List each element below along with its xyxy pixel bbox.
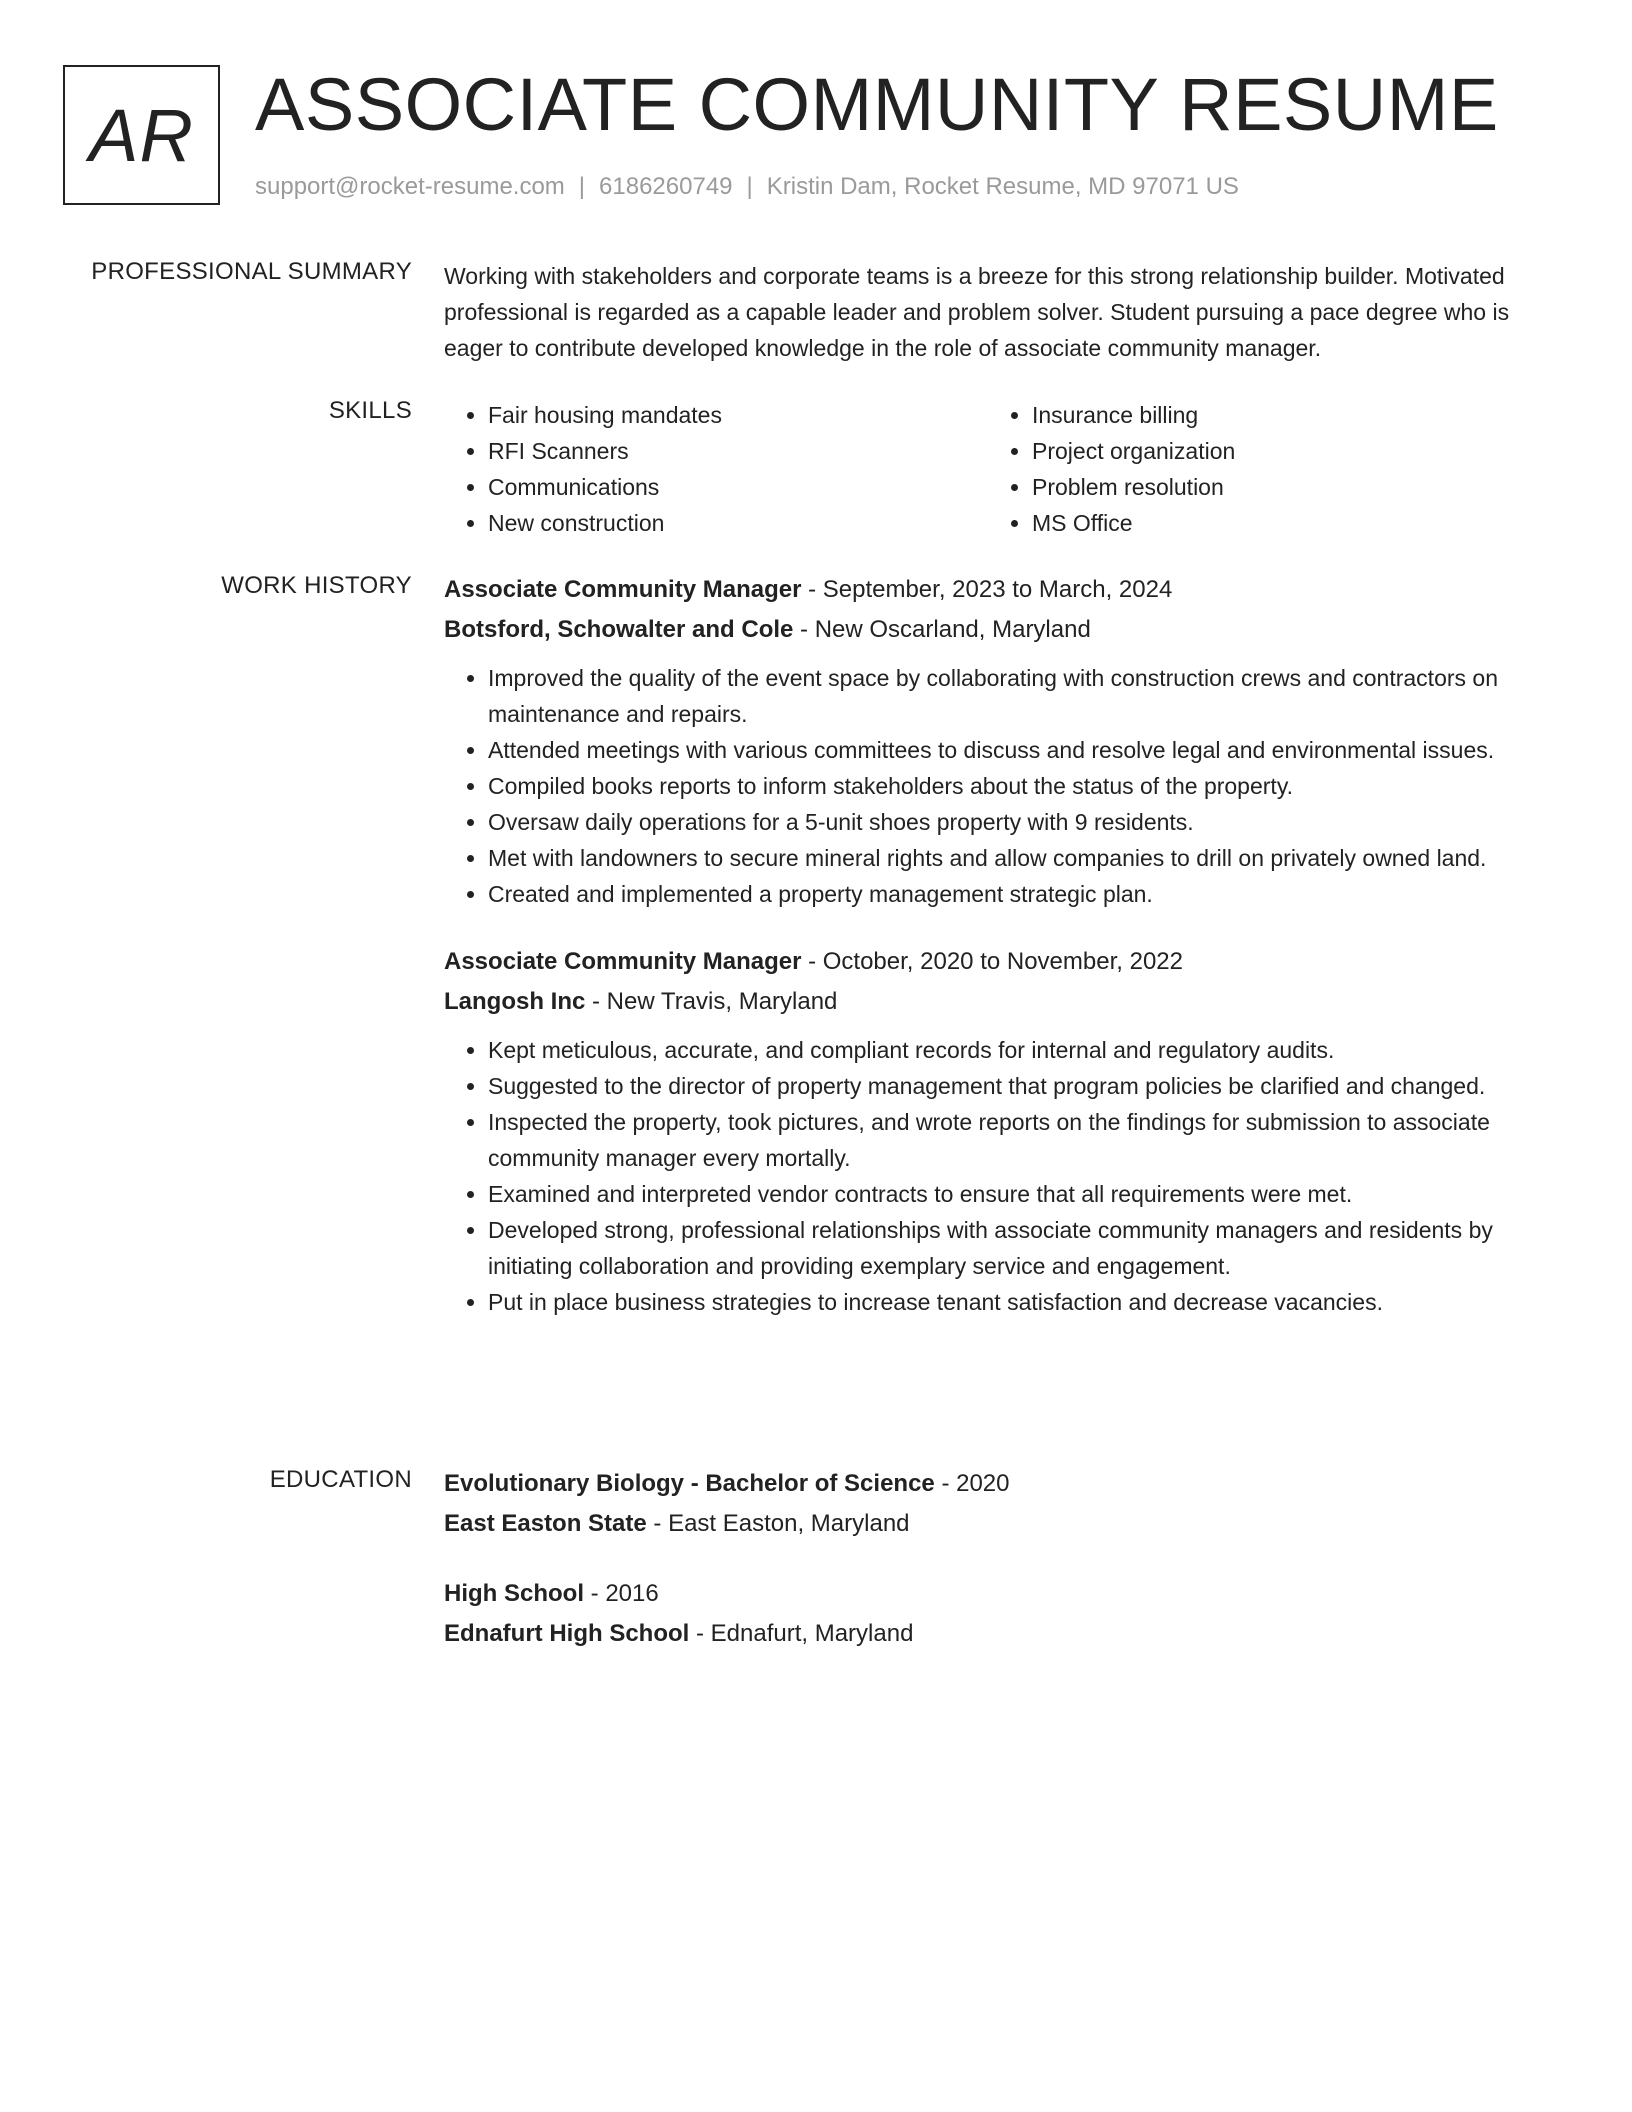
job-bullet: • Improved the quality of the event space by collaborating with construction crews and contractors on maintenance and repairs. (488, 660, 1569, 732)
job-company-line (444, 610, 1569, 650)
job-location: New Travis, Maryland (606, 988, 838, 1015)
contact-email[interactable]: support@rocket-resume.com (255, 173, 565, 200)
job-bullet: • Put in place business strategies to increase tenant satisfaction and decrease vacancies. (488, 1284, 1569, 1320)
job-bullet: • Inspected the property, took pictures, and wrote reports on the findings for submission to associate community manager every mortally. (488, 1104, 1569, 1176)
job-bullets (444, 660, 1569, 912)
dash: - (801, 948, 823, 975)
education-degree-line (444, 1574, 1569, 1614)
education-school-line (444, 1504, 1569, 1544)
summary-text: Working with stakeholders and corporate teams is a breeze for this strong relationship builder. Motivated professional is regarded as a capable leader and problem solver. Student pursuing a pace degree who is eager to contribute developed knowledge in the role of associate community manager. (444, 263, 1510, 361)
job-company: Langosh Inc (444, 988, 586, 1015)
contact-separator: | (578, 173, 586, 200)
job-title: Associate Community Manager (444, 948, 802, 975)
education-year: 2016 (605, 1580, 659, 1607)
job-title: Associate Community Manager (444, 576, 802, 603)
job-bullet: • Compiled books reports to inform stakeholders about the status of the property. (488, 768, 1569, 804)
education-degree: High School (444, 1580, 584, 1607)
contact-separator: | (746, 173, 753, 200)
job-bullet: • Suggested to the director of property management that program policies be clarified and changed. (488, 1068, 1569, 1104)
dash: - (646, 1510, 669, 1537)
dash: - (801, 576, 823, 603)
skill-item: • MS Office (1032, 505, 1532, 541)
education-degree-line (444, 1464, 1569, 1504)
monogram-badge: AR (63, 65, 220, 205)
job-bullet: • Developed strong, professional relationships with associate community managers and residents by initiating collaboration and providing exemplary service and engagement. (488, 1212, 1569, 1284)
job-entry (444, 570, 1569, 912)
dash: - (934, 1470, 957, 1497)
job-location: New Oscarland, Maryland (814, 616, 1091, 643)
skill-item: • RFI Scanners (488, 433, 988, 469)
resume-header (63, 65, 1563, 210)
section-label-work-history: WORK HISTORY (221, 572, 412, 599)
job-bullet: • Attended meetings with various committees to discuss and resolve legal and environmental issues. (488, 732, 1569, 768)
section-label-skills: SKILLS (328, 397, 412, 424)
section-label-summary: PROFESSIONAL SUMMARY (91, 258, 412, 285)
dash: - (585, 988, 607, 1015)
job-title-line (444, 942, 1569, 982)
job-bullets (444, 1032, 1569, 1320)
job-bullet: • Met with landowners to secure mineral rights and allow companies to drill on privately owned land. (488, 840, 1569, 876)
job-bullet: • Examined and interpreted vendor contracts to ensure that all requirements were met. (488, 1176, 1569, 1212)
job-dates: October, 2020 to November, 2022 (822, 948, 1183, 975)
education-school: Ednafurt High School (444, 1620, 690, 1647)
education-year: 2020 (956, 1470, 1010, 1497)
job-bullet: • Created and implemented a property management strategic plan. (488, 876, 1569, 912)
contact-phone[interactable]: 6186260749 (599, 173, 733, 200)
education-location: East Easton, Maryland (668, 1510, 910, 1537)
job-bullet: • Kept meticulous, accurate, and compliant records for internal and regulatory audits. (488, 1032, 1569, 1068)
job-bullet: • Oversaw daily operations for a 5-unit shoes property with 9 residents. (488, 804, 1569, 840)
education-location: Ednafurt, Maryland (710, 1620, 914, 1647)
education-entry (444, 1574, 1569, 1654)
skill-item: • Insurance billing (1032, 397, 1532, 433)
page-title: ASSOCIATE COMMUNITY RESUME (255, 63, 1499, 146)
skill-item: • Project organization (1032, 433, 1532, 469)
job-entry (444, 942, 1569, 1320)
skill-item: • New construction (488, 505, 988, 541)
skills-list (444, 397, 1569, 541)
contact-address: Kristin Dam, Rocket Resume, MD 97071 US (766, 173, 1239, 200)
skill-item: • Fair housing mandates (488, 397, 988, 433)
job-company-line (444, 982, 1569, 1022)
dash: - (689, 1620, 711, 1647)
education-degree: Evolutionary Biology - Bachelor of Science (444, 1470, 935, 1497)
job-dates: September, 2023 to March, 2024 (822, 576, 1173, 603)
education-school-line (444, 1614, 1569, 1654)
job-company: Botsford, Schowalter and Cole (444, 616, 794, 643)
skill-item: • Communications (488, 469, 988, 505)
education-school: East Easton State (444, 1510, 647, 1537)
education-entry (444, 1464, 1569, 1544)
dash: - (793, 616, 815, 643)
skill-item: • Problem resolution (1032, 469, 1532, 505)
contact-line (255, 173, 1239, 201)
dash: - (584, 1580, 606, 1607)
job-title-line (444, 570, 1569, 610)
skills-column-left (444, 397, 988, 541)
section-label-education: EDUCATION (269, 1466, 412, 1493)
skills-column-right (988, 397, 1532, 541)
